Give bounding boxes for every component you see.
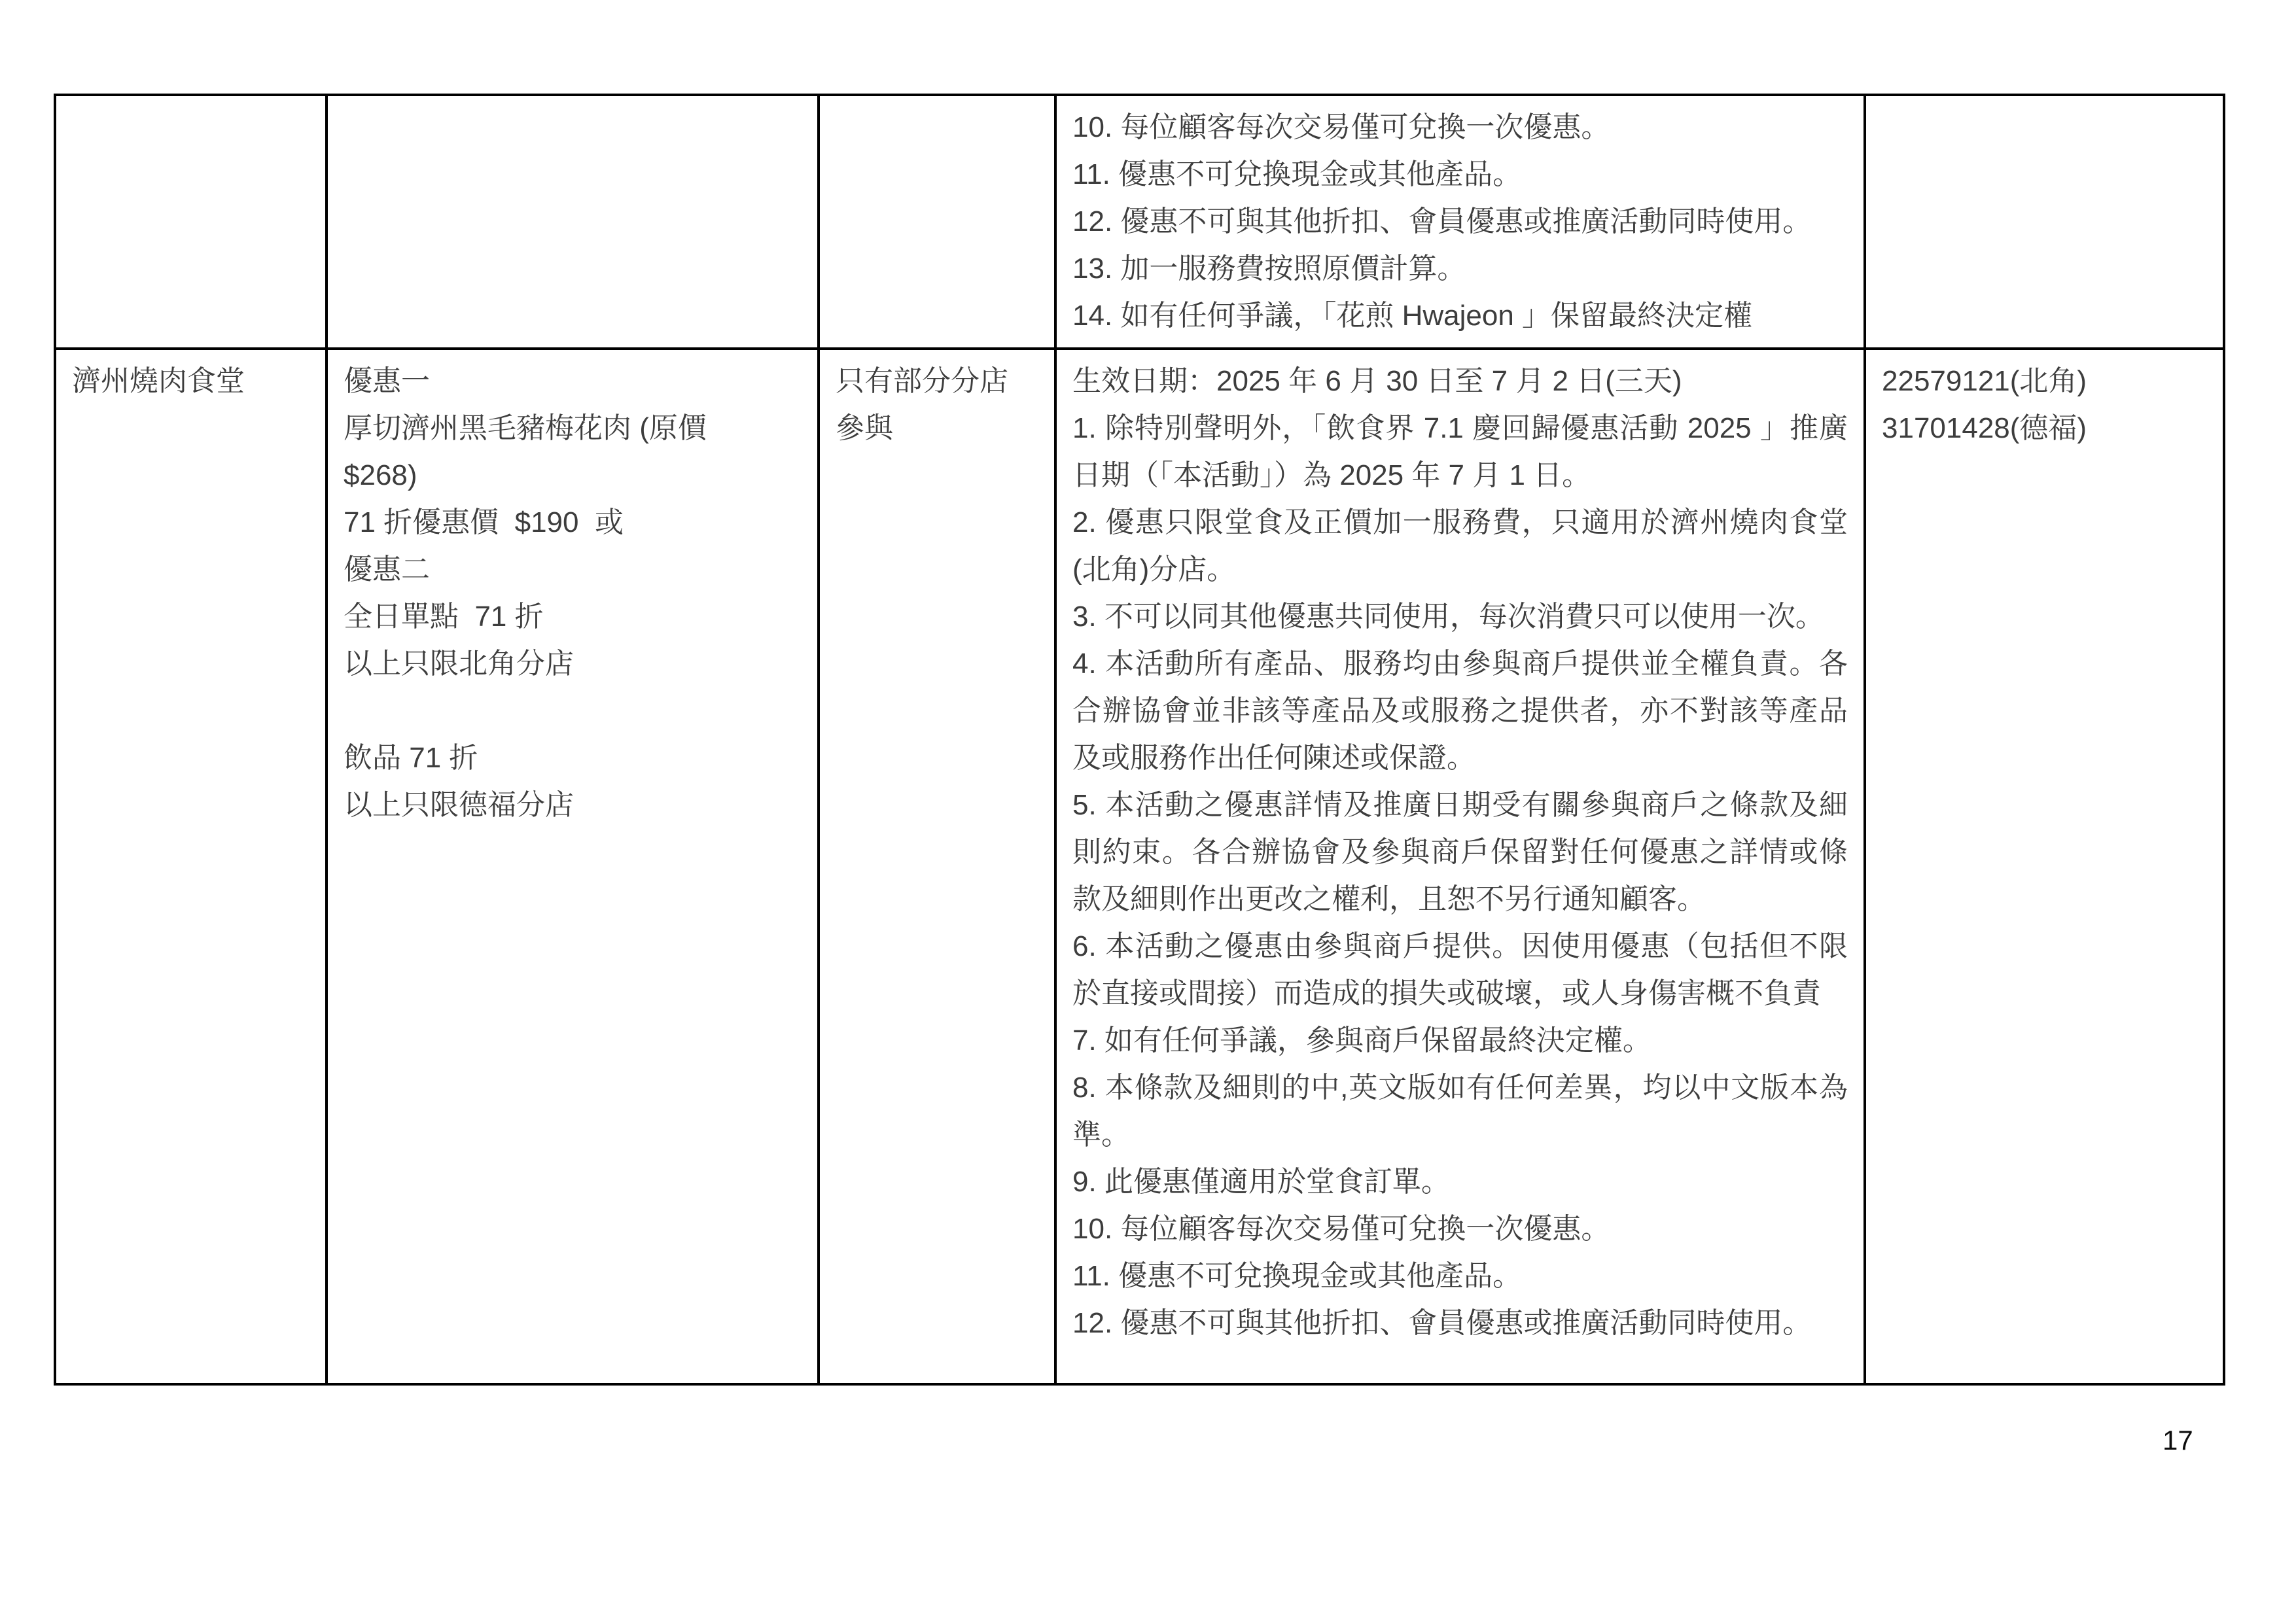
offer-line: $268) [344,459,417,491]
term-line: 11. 優惠不可兌換現金或其他產品。 [1072,158,1522,190]
term-line: 7. 如有任何爭議，參與商戶保留最終決定權。 [1072,1024,1651,1056]
offer-line: 71 折優惠價 $190 或 [344,506,624,538]
offer-line: 飲品 71 折 [344,742,478,774]
offer-line: 全日單點 71 折 [344,601,544,633]
term-line: 2. 優惠只限堂食及正價加一服務費，只適用於濟州燒肉食堂(北角)分店。 [1072,506,1848,585]
terms-cell [1055,349,1865,1384]
offer-line: 優惠一 [344,365,430,397]
table-row-continuation [55,95,2224,349]
phone-line: 31701428(德福) [1882,412,2087,444]
term-line: 6. 本活動之優惠由參與商戶提供。因使用優惠（包括但不限於直接或間接）而造成的損失或破壞，或人身傷害概不負責 [1072,930,1848,1009]
term-line: 1. 除特別聲明外，「飲食界 7.1 慶回歸優惠活動 2025 」推廣日期（「本活動」）為 2025 年 7 月 1 日。 [1072,412,1848,491]
term-line: 12. 優惠不可與其他折扣、會員優惠或推廣活動同時使用。 [1072,205,1812,237]
restaurant-name-cell [55,95,327,349]
table-row [55,349,2224,1384]
restaurant-name: 濟州燒肉食堂 [72,365,245,397]
promotions-table [54,94,2225,1386]
offer-line: 以上只限德福分店 [344,789,574,821]
offer-line: 優惠二 [344,553,430,585]
restaurant-name-cell [55,349,327,1384]
term-line: 12. 優惠不可與其他折扣、會員優惠或推廣活動同時使用。 [1072,1307,1812,1339]
term-line: 14. 如有任何爭議，「花煎 Hwajeon 」保留最終決定權 [1072,300,1753,332]
offer-line [344,688,802,735]
term-line: 13. 加一服務費按照原價計算。 [1072,253,1466,285]
participation-line: 參與 [836,412,893,444]
contact-cell [1865,95,2224,349]
term-line: 5. 本活動之優惠詳情及推廣日期受有關參與商戶之條款及細則約束。各合辦協會及參與商戶保留對任何優惠之詳情或條款及細則作出更改之權利，且恕不另行通知顧客。 [1072,789,1848,915]
term-line: 3. 不可以同其他優惠共同使用，每次消費只可以使用一次。 [1072,601,1824,633]
term-line: 10. 每位顧客每次交易僅可兌換一次優惠。 [1072,111,1610,143]
phone-line: 22579121(北角) [1882,365,2087,397]
term-line: 生效日期：2025 年 6 月 30 日至 7 月 2 日(三天) [1072,365,1682,397]
term-line: 8. 本條款及細則的中,英文版如有任何差異，均以中文版本為準。 [1072,1072,1848,1151]
offer-line: 以上只限北角分店 [344,648,574,680]
term-line: 11. 優惠不可兌換現金或其他產品。 [1072,1260,1522,1292]
term-line: 4. 本活動所有產品、服務均由參與商戶提供並全權負責。各合辦協會並非該等產品及或服務之提供者，亦不對該等產品及或服務作出任何陳述或保證。 [1072,648,1848,774]
offer-details-cell [327,349,819,1384]
contact-cell [1865,349,2224,1384]
page-number: 17 [2163,1425,2193,1456]
terms-cell [1055,95,1865,349]
term-line: 10. 每位顧客每次交易僅可兌換一次優惠。 [1072,1213,1610,1245]
participation-line: 只有部分分店 [836,365,1008,397]
offer-details-cell [327,95,819,349]
participation-cell [819,349,1055,1384]
participation-cell [819,95,1055,349]
term-line: 9. 此優惠僅適用於堂食訂單。 [1072,1166,1450,1198]
offer-line: 厚切濟州黑毛豬梅花肉 (原價 [344,412,707,444]
